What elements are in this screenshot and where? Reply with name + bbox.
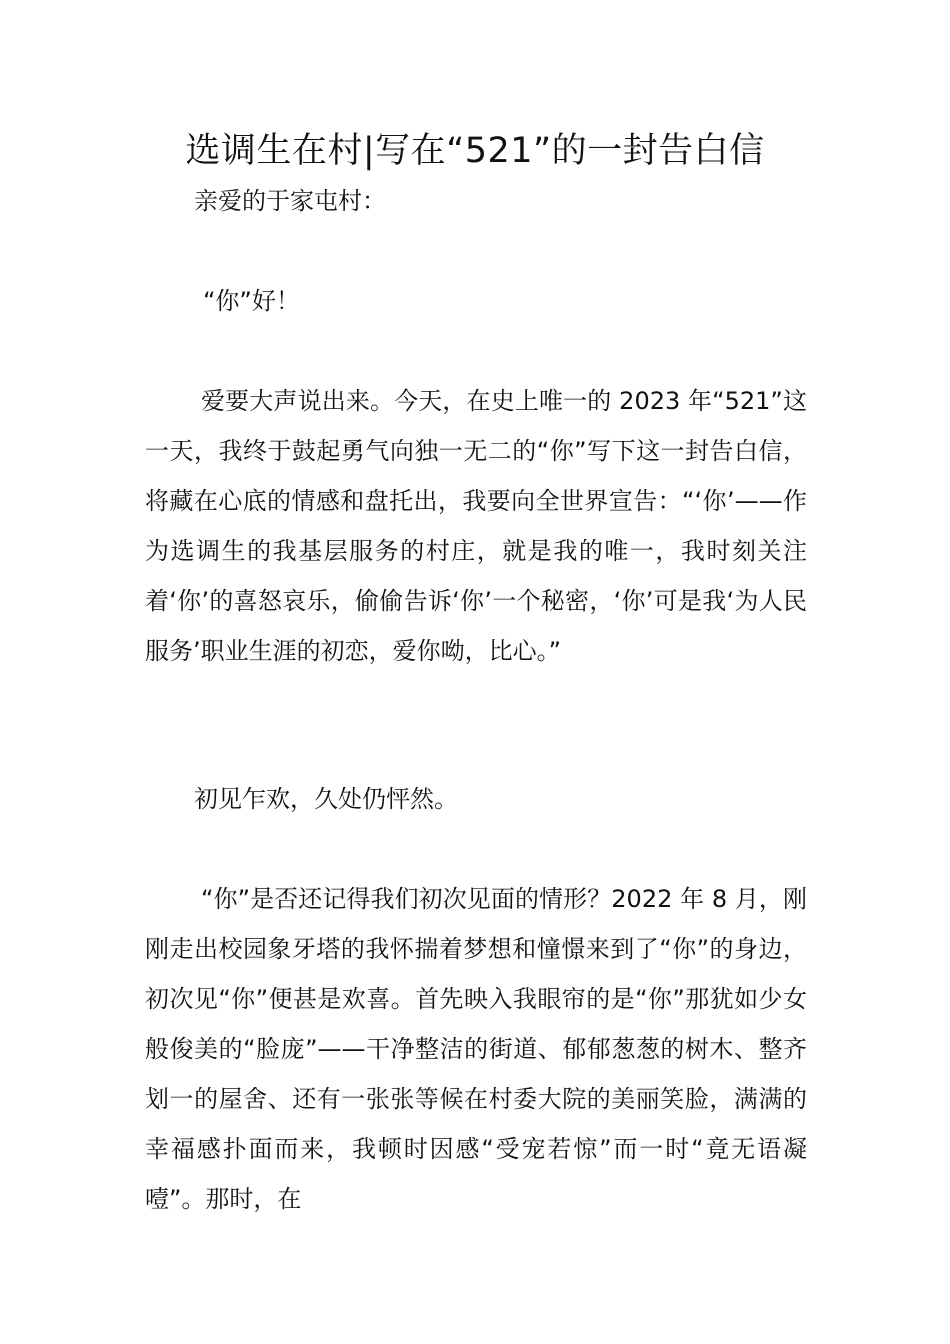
document-title: 选调生在村|写在“521”的一封告白信 [185, 131, 765, 171]
paragraph-first-meeting-heading: 初见乍欢，久处仍怦然。 [194, 785, 458, 813]
paragraph-greeting: “你”好！ [203, 287, 300, 315]
paragraph-first-meeting: “你”是否还记得我们初次见面的情形？2022 年 8 月，刚刚走出校园象牙塔的我怀揣着梦想和憧憬来到了“你”的身边，初次见“你”便甚是欢喜。首先映入我眼帘的是“你”那犹如少女般俊美的“脸庞”——干净整洁的街道、郁郁葱葱的树木、整齐划一的屋舍、还有一张张等候在村委大院的美丽笑脸，满满的幸福感扑面而来，我顿时因感“受宠若惊”而一时“竟无语凝噎”。那时，在 [145, 885, 807, 1213]
salutation: 亲爱的于家屯村： [194, 187, 386, 215]
paragraph-confession: 爱要大声说出来。今天，在史上唯一的 2023 年“521”这一天，我终于鼓起勇气向独一无二的“你”写下这一封告白信，将藏在心底的情感和盘托出，我要向全世界宣告：“‘你’——作为选调生的我基层服务的村庄，就是我的唯一，我时刻关注着‘你’的喜怒哀乐，偷偷告诉‘你’一个秘密，‘你’可是我‘为人民服务’职业生涯的初恋，爱你呦，比心。” [145, 387, 807, 665]
